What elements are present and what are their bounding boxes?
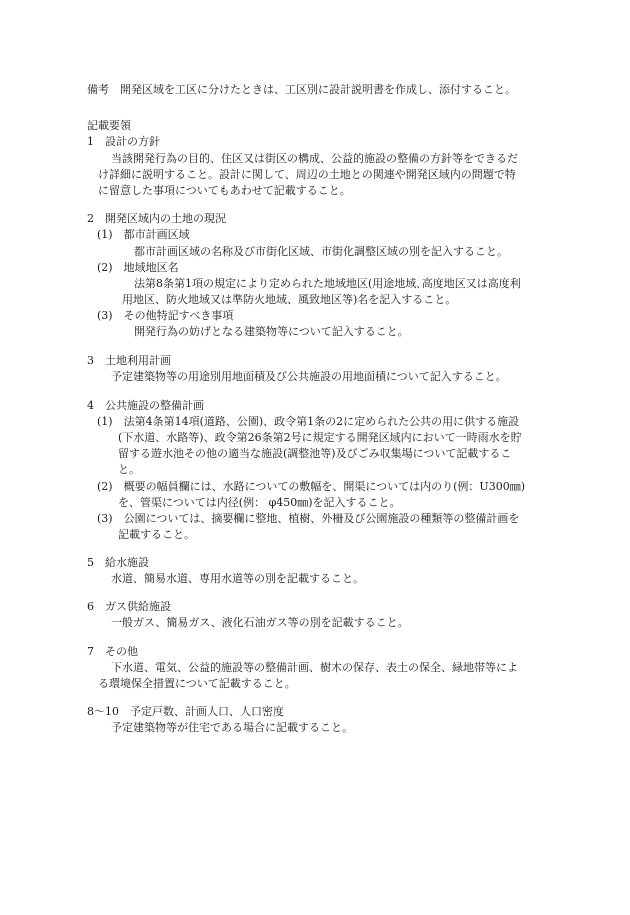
guidelines-heading: 記載要領 <box>87 119 131 132</box>
section-7-heading: 7 その他 <box>87 645 138 658</box>
section-2-heading: 2 開発区域内の土地の現況 <box>87 212 226 225</box>
section-2-sub2-line: 用地区、防火地域又は準防火地域、風致地区等)名を記入すること。 <box>122 293 457 306</box>
section-4-item1-line: と。 <box>118 463 140 476</box>
section-2-sub1-line: 都市計画区域の名称及び市街化区域、市街化調整区域の別を記入すること。 <box>134 245 508 258</box>
section-6-heading: 6 ガス供給施設 <box>87 600 171 613</box>
section-1-line: に留意した事項についてもあわせて記載すること。 <box>98 184 351 197</box>
section-4-item1-line: (1) 法第4条第14項(道路、公園)、政令第1条の2に定められた公共の用に供する施設 <box>97 415 520 428</box>
section-3-line: 予定建築物等の用途別用地面積及び公共施設の用地面積について記入すること。 <box>111 370 507 383</box>
section-8-10-line: 予定建築物等が住宅である場合に記載すること。 <box>111 721 353 734</box>
section-4-item3-line: 記載すること。 <box>118 528 195 541</box>
section-4-item2-line: を、管渠については内径(例： φ450㎜)を記入すること。 <box>118 496 401 509</box>
section-6-line: 一般ガス、簡易ガス、液化石油ガス等の別を記載すること。 <box>111 616 409 629</box>
section-4-item1-line: (下水道、水路等)、政令第26条第2号に規定する開発区域内において一時雨水を貯 <box>118 431 522 444</box>
section-5-line: 水道、簡易水道、専用水道等の別を記載すること。 <box>111 572 364 585</box>
section-1-line: け詳細に説明すること。設計に関して、周辺の土地との関連や開発区域内の問題で特 <box>98 168 516 181</box>
section-2-sub2-line: 法第8条第1項の規定により定められた地域地区(用途地域､高度地区又は高度利 <box>134 277 521 290</box>
section-8-10-heading: 8～10 予定戸数、計画人口、人口密度 <box>87 705 284 718</box>
section-2-sub3-heading: (3) その他特記すべき事項 <box>97 309 234 322</box>
section-1-heading: 1 設計の方針 <box>87 135 160 148</box>
section-1-line: 当該開発行為の目的、住区又は街区の構成、公益的施設の整備の方針等をできるだ <box>111 152 518 165</box>
section-7-line: 下水道、電気、公益的施設等の整備計画、樹木の保存、表土の保全、緑地帯等によ <box>111 661 518 674</box>
section-2-sub3-line: 開発行為の妨げとなる建築物等について記入すること。 <box>134 325 409 338</box>
section-2-sub1-heading: (1) 都市計画区域 <box>97 228 190 241</box>
section-3-heading: 3 土地利用計画 <box>87 354 171 367</box>
remark-text: 備考 開発区域を工区に分けたときは、工区別に設計説明書を作成し、添付すること。 <box>87 83 516 96</box>
section-4-item2-line: (2) 概要の幅員欄には、水路についての敷幅を、開渠については内のり(例：U300㎜) <box>97 480 525 493</box>
section-2-sub2-heading: (2) 地域地区名 <box>97 261 179 274</box>
section-7-line: る環境保全措置について記載すること。 <box>98 677 296 690</box>
section-4-item3-line: (3) 公園については、摘要欄に整地、植樹、外柵及び公園施設の種類等の整備計画を <box>97 512 520 525</box>
section-4-item1-line: 留する遊水池その他の適当な施設(調整池等)及びごみ収集場について記載するこ <box>118 447 512 460</box>
section-4-heading: 4 公共施設の整備計画 <box>87 399 204 412</box>
section-5-heading: 5 給水施設 <box>87 556 149 569</box>
